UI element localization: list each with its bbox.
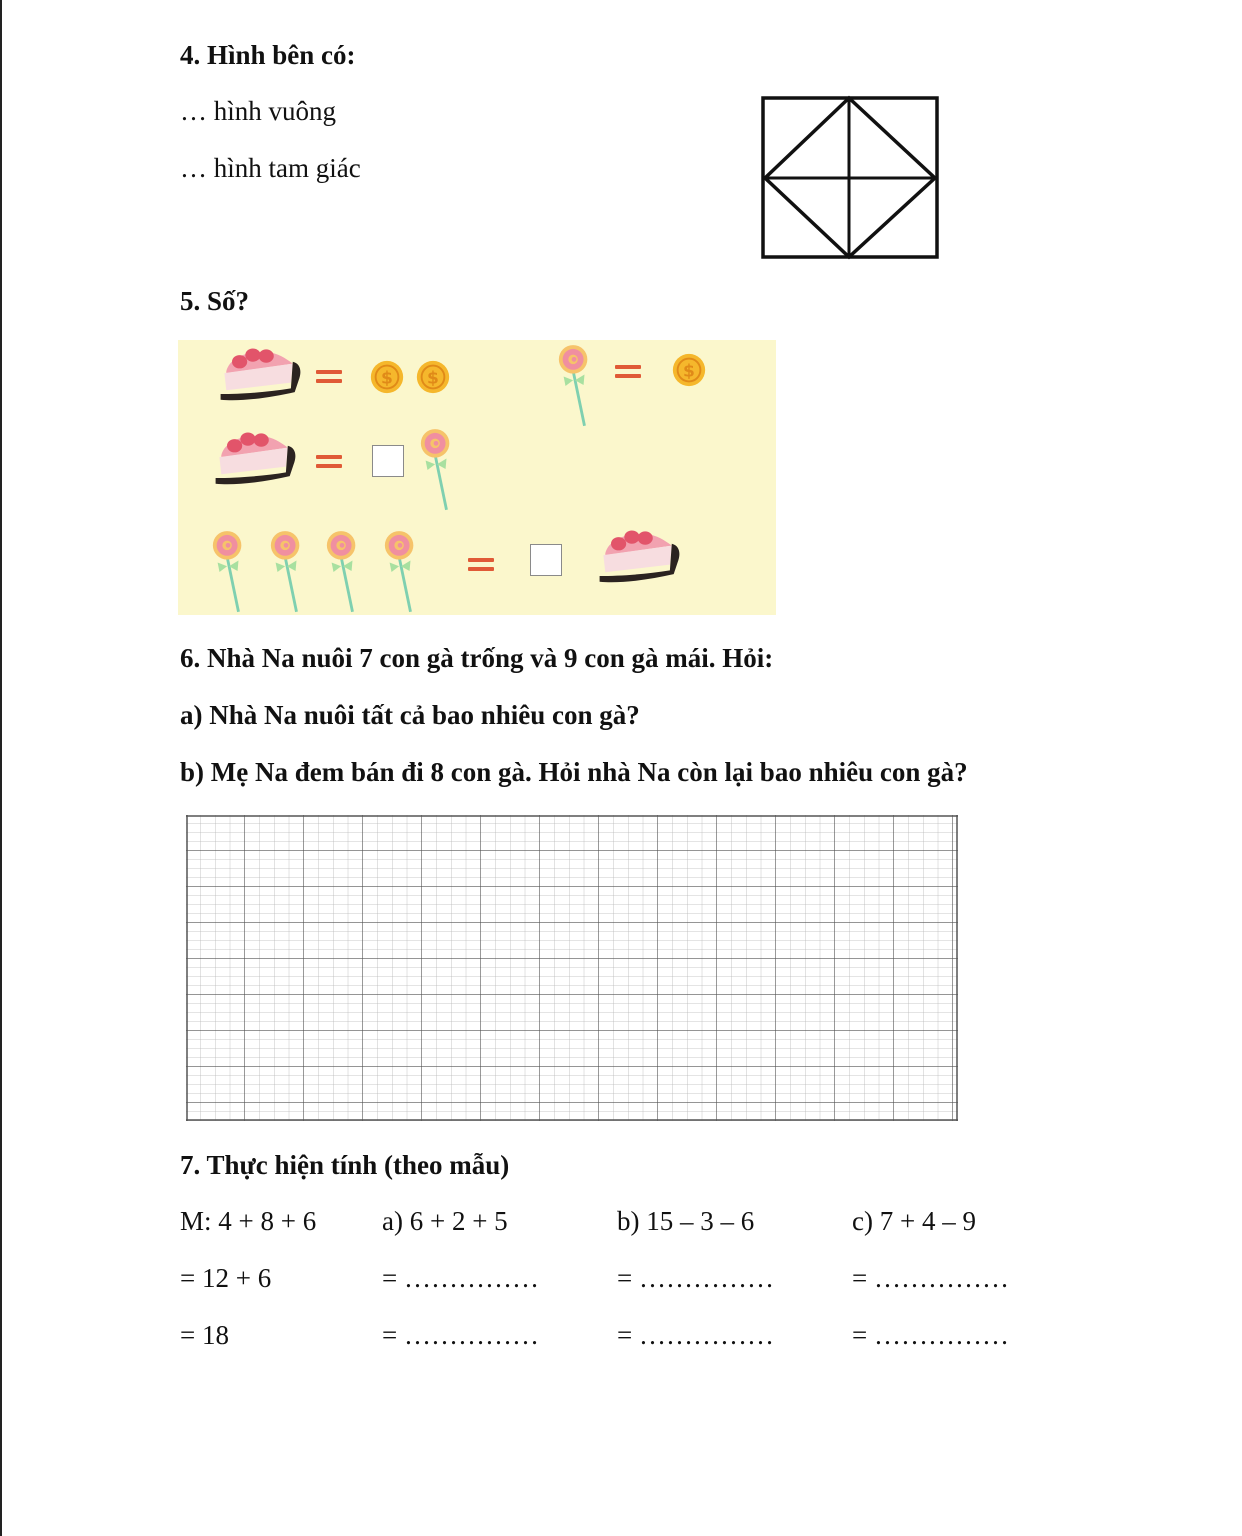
q5-title: 5. Số? [180, 286, 250, 316]
equals-sign [316, 455, 342, 468]
lollipop-icon [382, 528, 420, 614]
lollipop-icon [210, 528, 248, 614]
lollipop-icon [418, 426, 456, 512]
q6-part-a: a) Nhà Na nuôi tất cả bao nhiêu con gà? [180, 700, 640, 730]
lollipop-icon [556, 342, 594, 428]
candy-price-puzzle-panel [178, 340, 776, 615]
q6-title: 6. Nhà Na nuôi 7 con gà trống và 9 con gà mái. Hỏi: [180, 643, 774, 673]
q6-part-b: b) Mẹ Na đem bán đi 8 con gà. Hỏi nhà Na còn lại bao nhiêu con gà? [180, 757, 968, 787]
squares-triangles-figure [760, 95, 940, 260]
q7-b-expression: b) 15 – 3 – 6 [617, 1206, 755, 1236]
q4-square-count: … hình vuông [180, 96, 337, 126]
answer-box-lollipops-per-cake[interactable] [372, 445, 404, 477]
coin-icon [670, 351, 708, 389]
q7-c-answer-line1[interactable]: = …………… [852, 1263, 1009, 1293]
q4-title: 4. Hình bên có: [180, 40, 356, 70]
q7-b-answer-line2[interactable]: = …………… [617, 1320, 774, 1350]
answer-box-cakes-per-lollipops[interactable] [530, 544, 562, 576]
page-left-border [0, 0, 2, 1536]
equals-sign [316, 370, 342, 383]
coin-icon [368, 358, 406, 396]
q7-c-answer-line2[interactable]: = …………… [852, 1320, 1009, 1350]
q7-c-expression: c) 7 + 4 – 9 [852, 1206, 976, 1236]
cake-slice-icon [208, 426, 303, 494]
q7-a-expression: a) 6 + 2 + 5 [382, 1206, 508, 1236]
coin-icon [414, 358, 452, 396]
answer-grid-paper[interactable] [186, 815, 958, 1121]
cake-slice-icon [213, 342, 308, 410]
q7-a-answer-line2[interactable]: = …………… [382, 1320, 539, 1350]
q7-example-step1: = 12 + 6 [180, 1263, 272, 1293]
q7-a-answer-line1[interactable]: = …………… [382, 1263, 539, 1293]
cake-slice-icon [592, 524, 687, 592]
lollipop-icon [324, 528, 362, 614]
q7-example-step2: = 18 [180, 1320, 229, 1350]
q7-title: 7. Thực hiện tính (theo mẫu) [180, 1150, 510, 1180]
q7-example-expression: M: 4 + 8 + 6 [180, 1206, 317, 1236]
equals-sign [615, 365, 641, 378]
q7-b-answer-line1[interactable]: = …………… [617, 1263, 774, 1293]
equals-sign [468, 558, 494, 571]
lollipop-icon [268, 528, 306, 614]
q4-triangle-count: … hình tam giác [180, 153, 361, 183]
